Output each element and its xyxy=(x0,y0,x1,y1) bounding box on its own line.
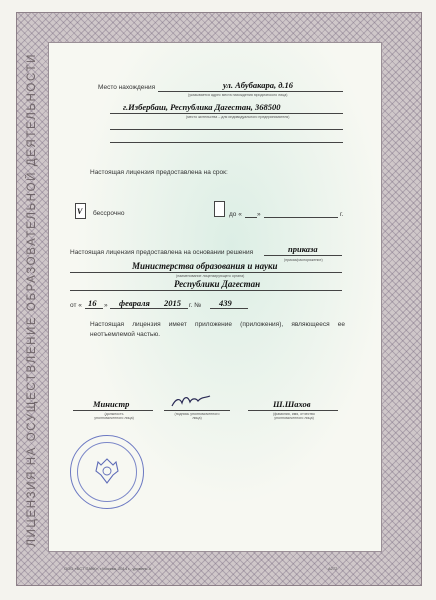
basis-label: Настоящая лицензия предоставлена на основании решения xyxy=(70,249,254,256)
position-line xyxy=(73,410,153,411)
side-title-text: ЛИЦЕНЗИЯ НА ОСУЩЕСТВЛЕНИЕ ОБРАЗОВАТЕЛЬНОЙ ДЕЯТЕЛЬНОСТИ xyxy=(26,53,38,547)
name-hint: (фамилия, имя, отчество уполномоченного лица) xyxy=(273,412,315,420)
decision-type-hint: (приказ/распоряжение) xyxy=(284,258,323,262)
until-year-suffix: г. xyxy=(340,211,344,218)
authority-line-1 xyxy=(70,272,342,273)
coat-of-arms-icon xyxy=(70,435,144,509)
authority-line-2-value: Республики Дагестан xyxy=(174,279,261,289)
official-name: Ш.Шахов xyxy=(273,399,311,409)
until-checkbox xyxy=(214,201,225,217)
decision-year: 2015 xyxy=(164,298,181,308)
until-quote-close: » xyxy=(257,211,261,218)
decision-number: 439 xyxy=(219,298,232,308)
decision-year-line xyxy=(162,308,188,309)
position-hint: (должность уполномоченного лица) xyxy=(94,412,134,420)
address-line-1 xyxy=(158,91,343,92)
decision-number-line xyxy=(210,308,248,309)
official-seal xyxy=(70,435,144,509)
signature-hint: (подпись уполномоченного лица) xyxy=(174,412,220,420)
authority-line-1-value: Министерства образования и науки xyxy=(132,261,278,271)
address-line-4 xyxy=(110,142,343,143)
until-day-line xyxy=(245,217,257,218)
name-line xyxy=(248,410,338,411)
address-hint-2: (место жительства – для индивидуального предпринимателя) xyxy=(186,115,290,119)
side-title xyxy=(19,50,45,550)
authority-hint: (наименование лицензирующего органа) xyxy=(176,274,245,278)
until-month-year-line xyxy=(264,217,338,218)
address-line-3 xyxy=(110,129,343,130)
decision-month-line xyxy=(110,308,162,309)
decision-type-value: приказа xyxy=(288,244,318,254)
official-position: Министр xyxy=(93,399,130,409)
decision-day-line xyxy=(85,308,103,309)
printer-info: ООО «БСТ ПАКК», г.Москва, 2014 г., уровень А xyxy=(64,566,152,571)
term-label: Настоящая лицензия предоставлена на срок: xyxy=(90,169,228,176)
address-hint-1: (указывается адрес места нахождения юридического лица) xyxy=(188,93,288,97)
decision-type-line xyxy=(264,255,342,256)
address-line-1-value: ул. Абубакара, д.16 xyxy=(223,80,294,90)
indefinite-check-mark: V xyxy=(77,207,83,216)
signature-line xyxy=(164,410,230,411)
decision-date-from: от « xyxy=(70,302,82,309)
handwritten-signature xyxy=(170,392,214,410)
authority-line-2 xyxy=(70,290,342,291)
location-label: Место нахождения xyxy=(98,84,156,91)
address-line-2-value: г.Избербаш, Республика Дагестан, 368500 xyxy=(123,102,281,112)
appendix-note: Настоящая лицензия имеет приложение (приложения), являющееся ее неотъемлемой частью. xyxy=(90,321,345,338)
until-label: до « xyxy=(229,211,242,218)
decision-day: 16 xyxy=(88,298,97,308)
decision-month: февраля xyxy=(119,298,150,308)
decision-day-close: » xyxy=(104,302,108,309)
indefinite-label: бессрочно xyxy=(93,210,125,217)
form-code: А272 xyxy=(328,566,338,571)
address-line-2 xyxy=(110,113,343,114)
decision-number-label: г. № xyxy=(189,302,202,309)
